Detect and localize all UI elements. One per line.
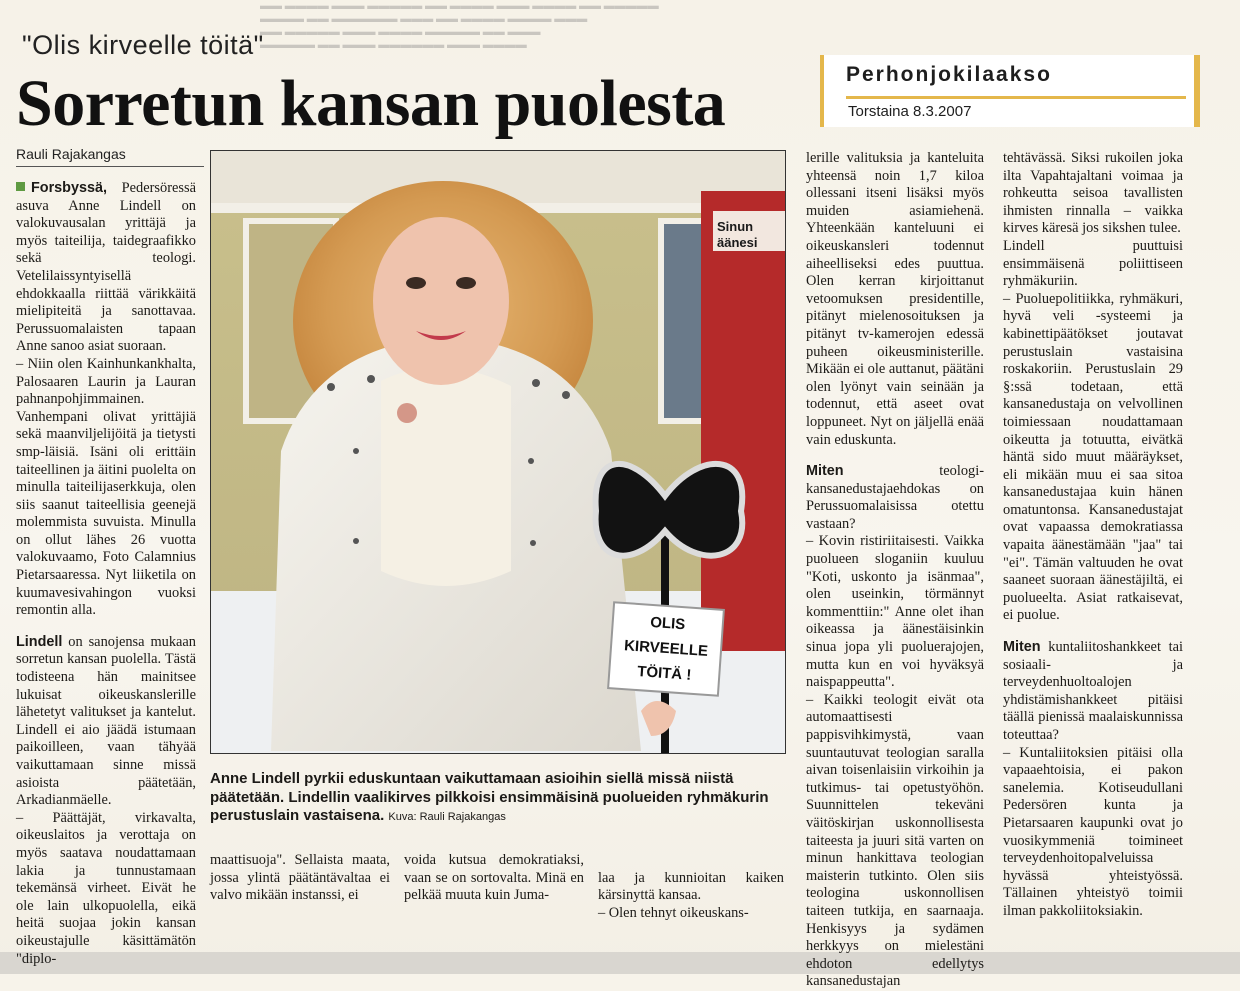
accent-rule: [846, 96, 1186, 99]
paragraph: – Puoluepolitiikka, ryhmäkuri, hyvä veli -systeemi ja kabinettipäätökset joutavat perustuslain vastaisina roskakoriin. Perustuslain 29 §:ssä todetaan, että kansanedustaja on velvollinen toimiessaan noudattamaan oikeutta ja totuutta, eivätkä häntä sido muut määräykset, eli mikään muu ei saa sitoa kansanedustajaa kuin hänen omatuntonsa. Kansanedustajat ovat vapaassa demokratiassa vapaita äänestämään "jaa" tai "ei". Tämän valtuuden he ovat saaneet suoraan äänestäjiltä, ei puolueelta. Asiat ratkaisevat, ei puolue.: [1003, 290, 1183, 624]
paragraph: – Kaikki teologit eivät ota automaattisesti pappisvihkimystä, vaan suuntautuvat teologian saralla aivan toisenlaisiin virkoihin ja tutkimus- tai opetustyöhön. Suunnittelen tekeväni väitöskirjan uskonnollisesta taiteesta ja juuri sitä varten on minun hankittava teologian maisterin tutkinto. Olen siis teologina uskonnollisen taiteen tutkija, en saarnaaja. Henkisyys ja sydämen herkkyys on mielestäni ehdoton edellytys kansanedustajan: [806, 691, 984, 990]
text-column-2: [210, 852, 390, 905]
poster-text: Sinun: [717, 219, 754, 234]
paragraph: tehtävässä. Siksi rukoilen joka ilta Vapahtajaltani voimaa ja rohkeutta seisoa tavallisten ihmisten rinnalla – vaikka kirves käresä jos sikshen tulee.: [1003, 150, 1183, 237]
photo-credit: Kuva: Rauli Rajakangas: [388, 811, 506, 823]
paragraph: laa ja kunnioitan kaiken kärsinyttä kansaa. – Olen tehnyt oikeuskans-: [598, 869, 784, 921]
paragraph-text: on sanojensa mukaan sorretun kansan puolella. Tästä todisteena hän mainitsee lukuisat oikeuskanslerille lähetetyt valitukset ja kantelut. Lindell ei aio jäädä istumaan paikoilleen, vaan tähyää vaikuttamaan sinne missä asioista päätetään, Arkadianmäelle.: [16, 633, 196, 809]
paragraph: – Kuntaliitoksien pitäisi olla vapaaehtoisia, ei pakon sanelemia. Kotiseudullani Pedersören kunta ja Pietarsaaren kaupunki ovat jo vuosikymmeniä toimineet terveydenhoitopalveluissa hyvässä yhteistyössä. Tällainen yhteistyö toimii ilman pakkoliitoksiakin.: [1003, 744, 1183, 919]
masthead-box: [820, 55, 1200, 127]
text-column-3: [404, 852, 584, 905]
byline: Rauli Rajakangas: [16, 146, 126, 162]
photo-illustration: [211, 151, 785, 753]
headline: Sorretun kansan puolesta: [16, 67, 726, 140]
section-marker-icon: [16, 182, 25, 191]
brooch: [397, 403, 417, 423]
paragraph: – Kovin ristiriitaisesti. Vaikka puolueen sloganiin kuuluu "Koti, uskonto ja isänmaa", olen useinkin, törmännyt kommenttiin:" Anne olet ihan oikeassa ja äänestäisinkin sinua jopa yli puoluerajojen, mutta kun en voi hyväksyä naispappeutta".: [806, 533, 984, 691]
sign-text: OLIS: [649, 613, 686, 634]
paragraph: maattisuoja". Sellaista maata, jossa ylintä päätäntävaltaa ei valvo mikään instanssi, ei: [210, 852, 390, 904]
face: [373, 217, 509, 385]
kicker: "Olis kirveelle töitä": [22, 30, 264, 60]
paragraph-text: teologi-kansanedustajaehdokas on Perussuomalaisissa otettu vastaan?: [806, 463, 984, 532]
sign-text: KIRVEELLE: [623, 637, 709, 660]
paragraph: [16, 634, 196, 810]
issue-date: Torstaina 8.3.2007: [848, 103, 972, 120]
paragraph: – Päättäjät, virkavalta, oikeuslaitos ja verottaja on myös saatava noudattamaan lakia ja tunnustamaan tekemänsä virheet. Eivät he ole lain ulkopuolella, eikä heitä suojaa jokin kansan oikeustajulle käsittämätön "diplo-: [16, 809, 196, 967]
poster-text: äänesi: [717, 235, 758, 250]
caption-text: Anne Lindell pyrkii eduskuntaan vaikuttamaan asioihin siellä missä niistä päätetään. Lindellin vaalikirves pilkkoisi ensimmäisinä puolueiden ryhmäkurin perustuslain vastaisena.: [210, 770, 769, 824]
accent-bar: [820, 55, 824, 127]
text-column-1: [16, 180, 196, 968]
paragraph: [806, 463, 984, 533]
lead-word: Miten: [806, 463, 844, 480]
paragraph: [16, 180, 196, 356]
paragraph: [1003, 639, 1183, 745]
sweater: [381, 367, 511, 586]
paragraph: voida kutsua demokratiaksi, vaan se on sortovalta. Minä en pelkää muuta kuin Juma-: [404, 852, 584, 904]
lead-word: Lindell: [16, 633, 63, 650]
paragraph: lerille valituksia ja kanteluita yhteensä noin 1,7 kiloa ollessani itseni lisäksi myös muiden asiamiehenä. Yhteenkään kanteluuni ei oikeuskansleri todennut aiheelliseksi edes puuttua. Olen kerran kirjoittanut vetoomuksen presidentille, pitänyt mielenosoituksen ja pitänyt tv-kamerojen edessä puheen oikeusministerille. Mikään ei ole auttanut, päätäni olen lyönyt vain seinään ja todennut, että aseet ovat loppuneet. Nyt on jäljellä enää vain eduskunta.: [806, 150, 984, 448]
sign-text: TÖITÄ !: [636, 663, 692, 684]
lead-word: Forsbyssä,: [31, 180, 107, 196]
text-column-5: [1003, 150, 1183, 921]
byline-rule: [16, 166, 204, 167]
text-column-4: [806, 150, 984, 991]
text-column-3b: [598, 852, 784, 940]
lead-word: Miten: [1003, 639, 1041, 656]
article-photo: [210, 150, 786, 754]
bleed-through-text: ▬▬ ▬▬▬▬ ▬▬▬ ▬▬▬▬▬ ▬▬ ▬▬▬▬ ▬▬▬ ▬▬▬▬ ▬▬ ▬▬▬▬▬ ▬▬▬▬ ▬▬ ▬▬▬▬▬▬ ▬▬▬ ▬▬ ▬▬▬▬ ▬▬▬▬ ▬▬▬ ▬▬ ▬▬▬▬▬ ▬▬▬ ▬▬▬▬ ▬▬▬▬▬ ▬▬ ▬▬▬ ▬▬▬▬▬ ▬▬ ▬▬▬ ▬▬▬▬▬▬ ▬▬▬ ▬▬▬▬: [260, 0, 659, 51]
paragraph-text: kuntaliitoshankkeet tai sosiaali- ja terveydenhuoltoalojen yhdistämishankkeet pitäisi täällä pienissä maalaiskunnissa toteuttaa?: [1003, 639, 1183, 743]
photo-caption: [210, 770, 790, 827]
paper-name: Perhonjokilaakso: [846, 63, 1052, 86]
paragraph: Lindell puuttuisi ensimmäisenä poliittiseen ryhmäkuriin.: [1003, 237, 1183, 290]
paragraph-text: Pedersöressä asuva Anne Lindell on valokuvausalan yrittäjä ja myös taiteilija, taidegraafikko sekä teologi. Vetelilaissyntyisellä ehdokkaalla riittää värikkäitä mielipiteitä ja sanottavaa. Perussuomalaisten tapaan Anne sanoo asiat suoraan.: [16, 180, 196, 355]
accent-bar: [1194, 55, 1200, 127]
paragraph: – Niin olen Kainhunkankhalta, Palosaaren Laurin ja Lauran pahnanpohjimmainen. Vanhempani olivat yrittäjiä sekä maanviljelijöitä ja tietysti smp-läisiä. Isäni oli erittäin taiteellinen ja äitini puolelta on minulla taiteilijaserkkuja, olen siis saanut taiteellisia geenejä molemmista suvuista. Minulla on ollut lähes 26 vuotta valokuvaamo, Foto Calamnius Pietarsaaressa. Nyt liiketila on kuumavesivahingon vuoksi remontin alla.: [16, 355, 196, 619]
